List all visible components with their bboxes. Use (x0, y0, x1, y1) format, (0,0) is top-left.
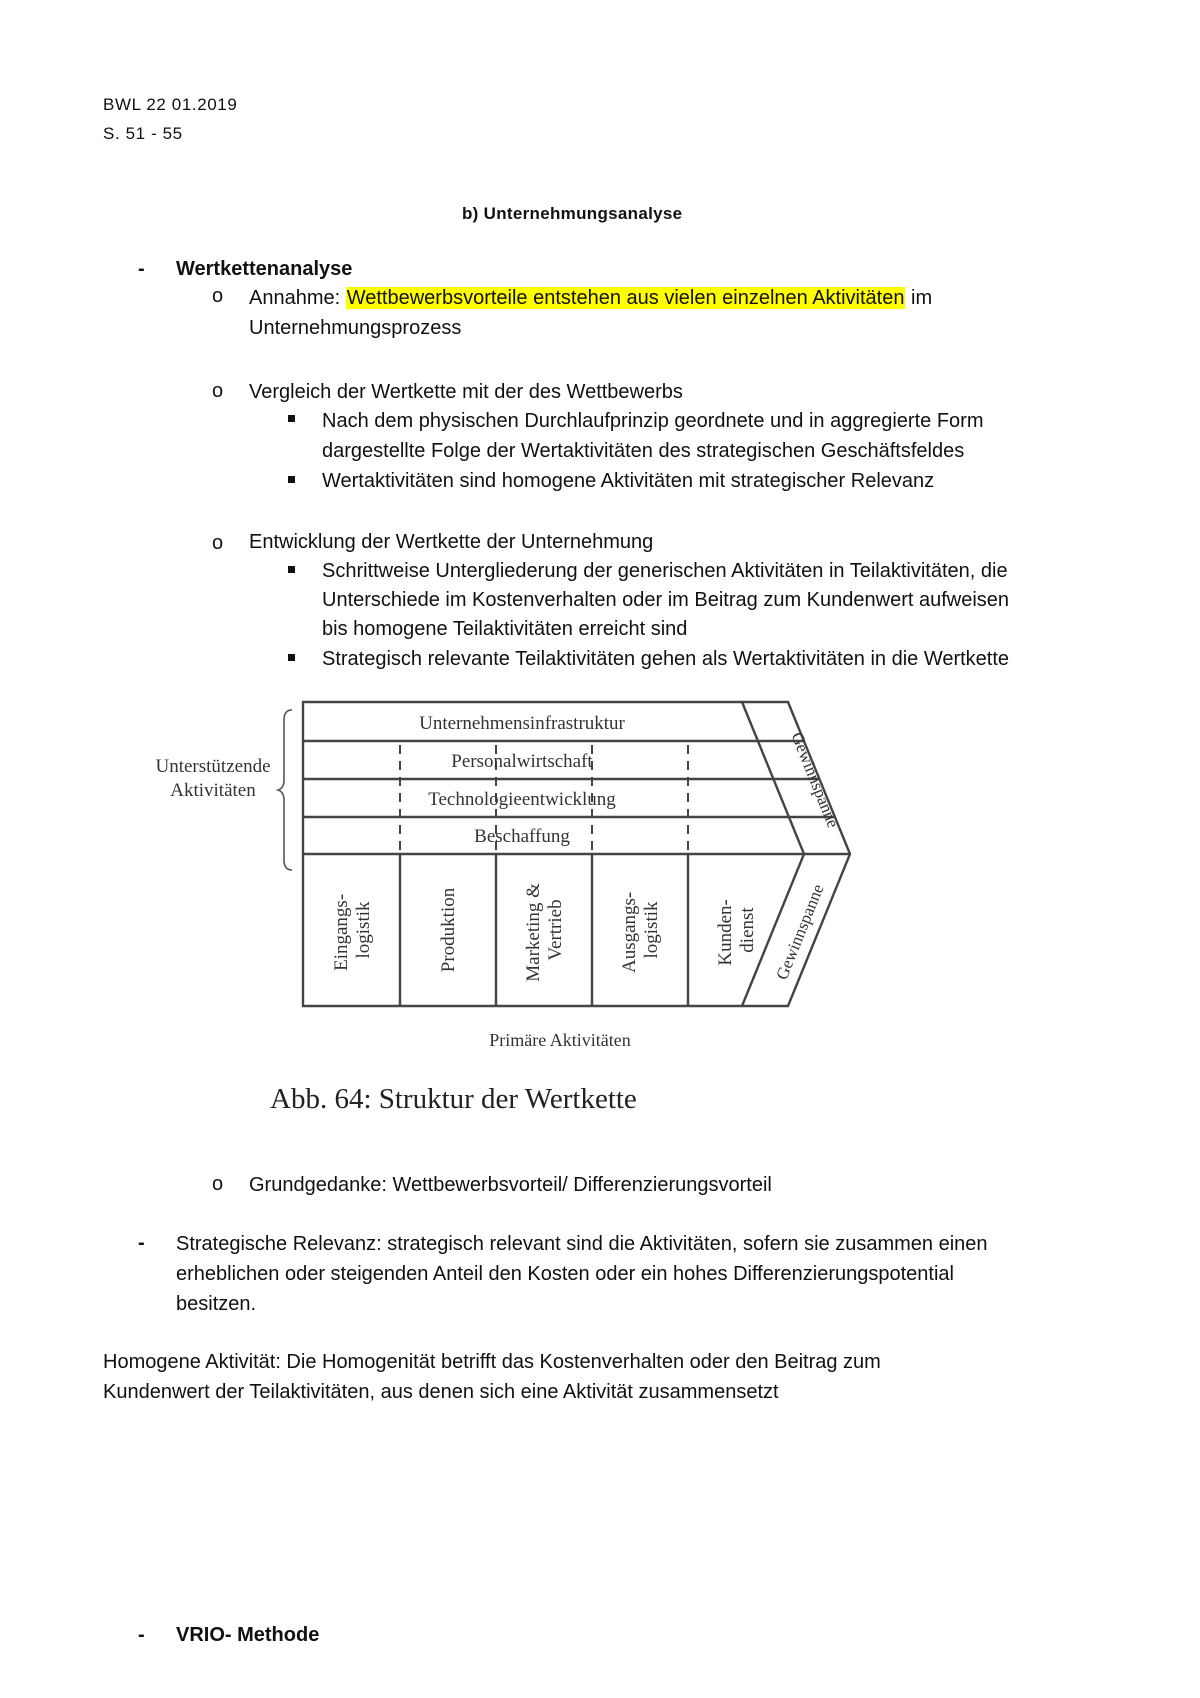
margin-label-bottom: Gewinnspanne (772, 881, 828, 983)
vergleich-item: Vergleich der Wertkette mit der des Wettbewerbs (249, 381, 683, 403)
primary-column-label (331, 889, 374, 971)
bullet-circle: o (212, 1173, 224, 1195)
primary-label-line: dienst (737, 907, 758, 953)
entwicklung-bullet-1-line-1: Schrittweise Untergliederung der generischen Aktivitäten in Teilaktivitäten, die (322, 560, 1008, 582)
primary-label-line: Produktion (438, 887, 459, 973)
support-row-label: Beschaffung (474, 826, 570, 847)
primary-label-line: Eingangs- (331, 893, 352, 971)
section-title: b) Unternehmungsanalyse (462, 204, 683, 223)
support-row-label: Unternehmensinfrastruktur (419, 713, 625, 734)
doc-header-pages: S. 51 - 55 (103, 124, 183, 143)
annahme-line-2: Unternehmungsprozess (249, 317, 462, 339)
support-row-label: Technologieentwicklung (428, 789, 616, 810)
primary-label-line: logistik (641, 901, 662, 959)
primary-column-label (715, 894, 758, 965)
primary-column-label (619, 887, 662, 973)
primary-label-line: Kunden- (715, 899, 736, 966)
bullet-dash: - (138, 258, 145, 280)
homogen-line-1: Homogene Aktivität: Die Homogenität betrifft das Kostenverhalten oder den Beitrag zum (103, 1351, 881, 1373)
vergleich-bullet-1-line-2: dargestellte Folge der Wertaktivitäten des strategischen Geschäftsfeldes (322, 440, 965, 462)
primary-column-label (523, 878, 566, 981)
heading-wertkettenanalyse: Wertkettenanalyse (176, 258, 353, 280)
entwicklung-item: Entwicklung der Wertkette der Unternehmung (249, 531, 654, 553)
bullet-circle: o (212, 532, 224, 554)
value-chain-figure (130, 690, 870, 1120)
entwicklung-bullet-1-line-2: Unterschiede im Kostenverhalten oder im Beitrag zum Kundenwert aufweisen (322, 589, 1010, 611)
entwicklung-bullet-2: Strategisch relevante Teilaktivitäten gehen als Wertaktivitäten in die Wertkette (322, 648, 1010, 670)
bullet-dash: - (138, 1232, 145, 1254)
relevanz-line-3: besitzen. (176, 1293, 257, 1315)
primary-label-line: logistik (353, 901, 374, 959)
annahme-highlight: Wettbewerbsvorteile entstehen aus vielen einzelnen Aktivitäten (346, 287, 905, 309)
support-label-1: Unterstützende (155, 756, 271, 777)
annahme-prefix: Annahme: (249, 287, 346, 309)
primary-activities-label: Primäre Aktivitäten (489, 1030, 631, 1050)
vergleich-bullet-2: Wertaktivitäten sind homogene Aktivitäten mit strategischer Relevanz (322, 470, 935, 492)
relevanz-line-1: Strategische Relevanz: strategisch relevant sind die Aktivitäten, sofern sie zusammen einen (176, 1233, 988, 1255)
bullet-square (288, 476, 295, 483)
bullet-dash: - (138, 1624, 145, 1646)
bullet-circle: o (212, 285, 224, 307)
entwicklung-bullet-1-line-3: bis homogene Teilaktivitäten erreicht sind (322, 618, 688, 640)
brace-shape (278, 710, 292, 870)
bullet-square (288, 654, 295, 661)
vergleich-bullet-1-line-1: Nach dem physischen Durchlaufprinzip geordnete und in aggregierte Form (322, 410, 984, 432)
support-label-2: Aktivitäten (170, 780, 256, 801)
figure-caption: Abb. 64: Struktur der Wertkette (270, 1083, 637, 1115)
relevanz-line-2: erheblichen oder steigenden Anteil den Kosten oder ein hohes Differenzierungspotential (176, 1263, 954, 1285)
grundgedanke-item: Grundgedanke: Wettbewerbsvorteil/ Differenzierungsvorteil (249, 1174, 772, 1196)
heading-vrio: VRIO- Methode (176, 1624, 320, 1646)
annahme-suffix: im (905, 287, 933, 309)
margin-label-top: Gewinnspanne (787, 729, 843, 831)
homogen-line-2: Kundenwert der Teilaktivitäten, aus denen sich eine Aktivität zusammensetzt (103, 1381, 779, 1403)
primary-column-label (438, 887, 459, 972)
annahme-line (249, 283, 932, 313)
bullet-circle: o (212, 380, 224, 402)
doc-header-date: BWL 22 01.2019 (103, 95, 238, 114)
support-row-label: Personalwirtschaft (451, 751, 593, 772)
primary-label-line: Marketing & (523, 883, 544, 982)
bullet-square (288, 566, 295, 573)
primary-label-line: Ausgangs- (619, 891, 640, 974)
bullet-square (288, 415, 295, 422)
primary-label-line: Vertrieb (545, 899, 566, 961)
